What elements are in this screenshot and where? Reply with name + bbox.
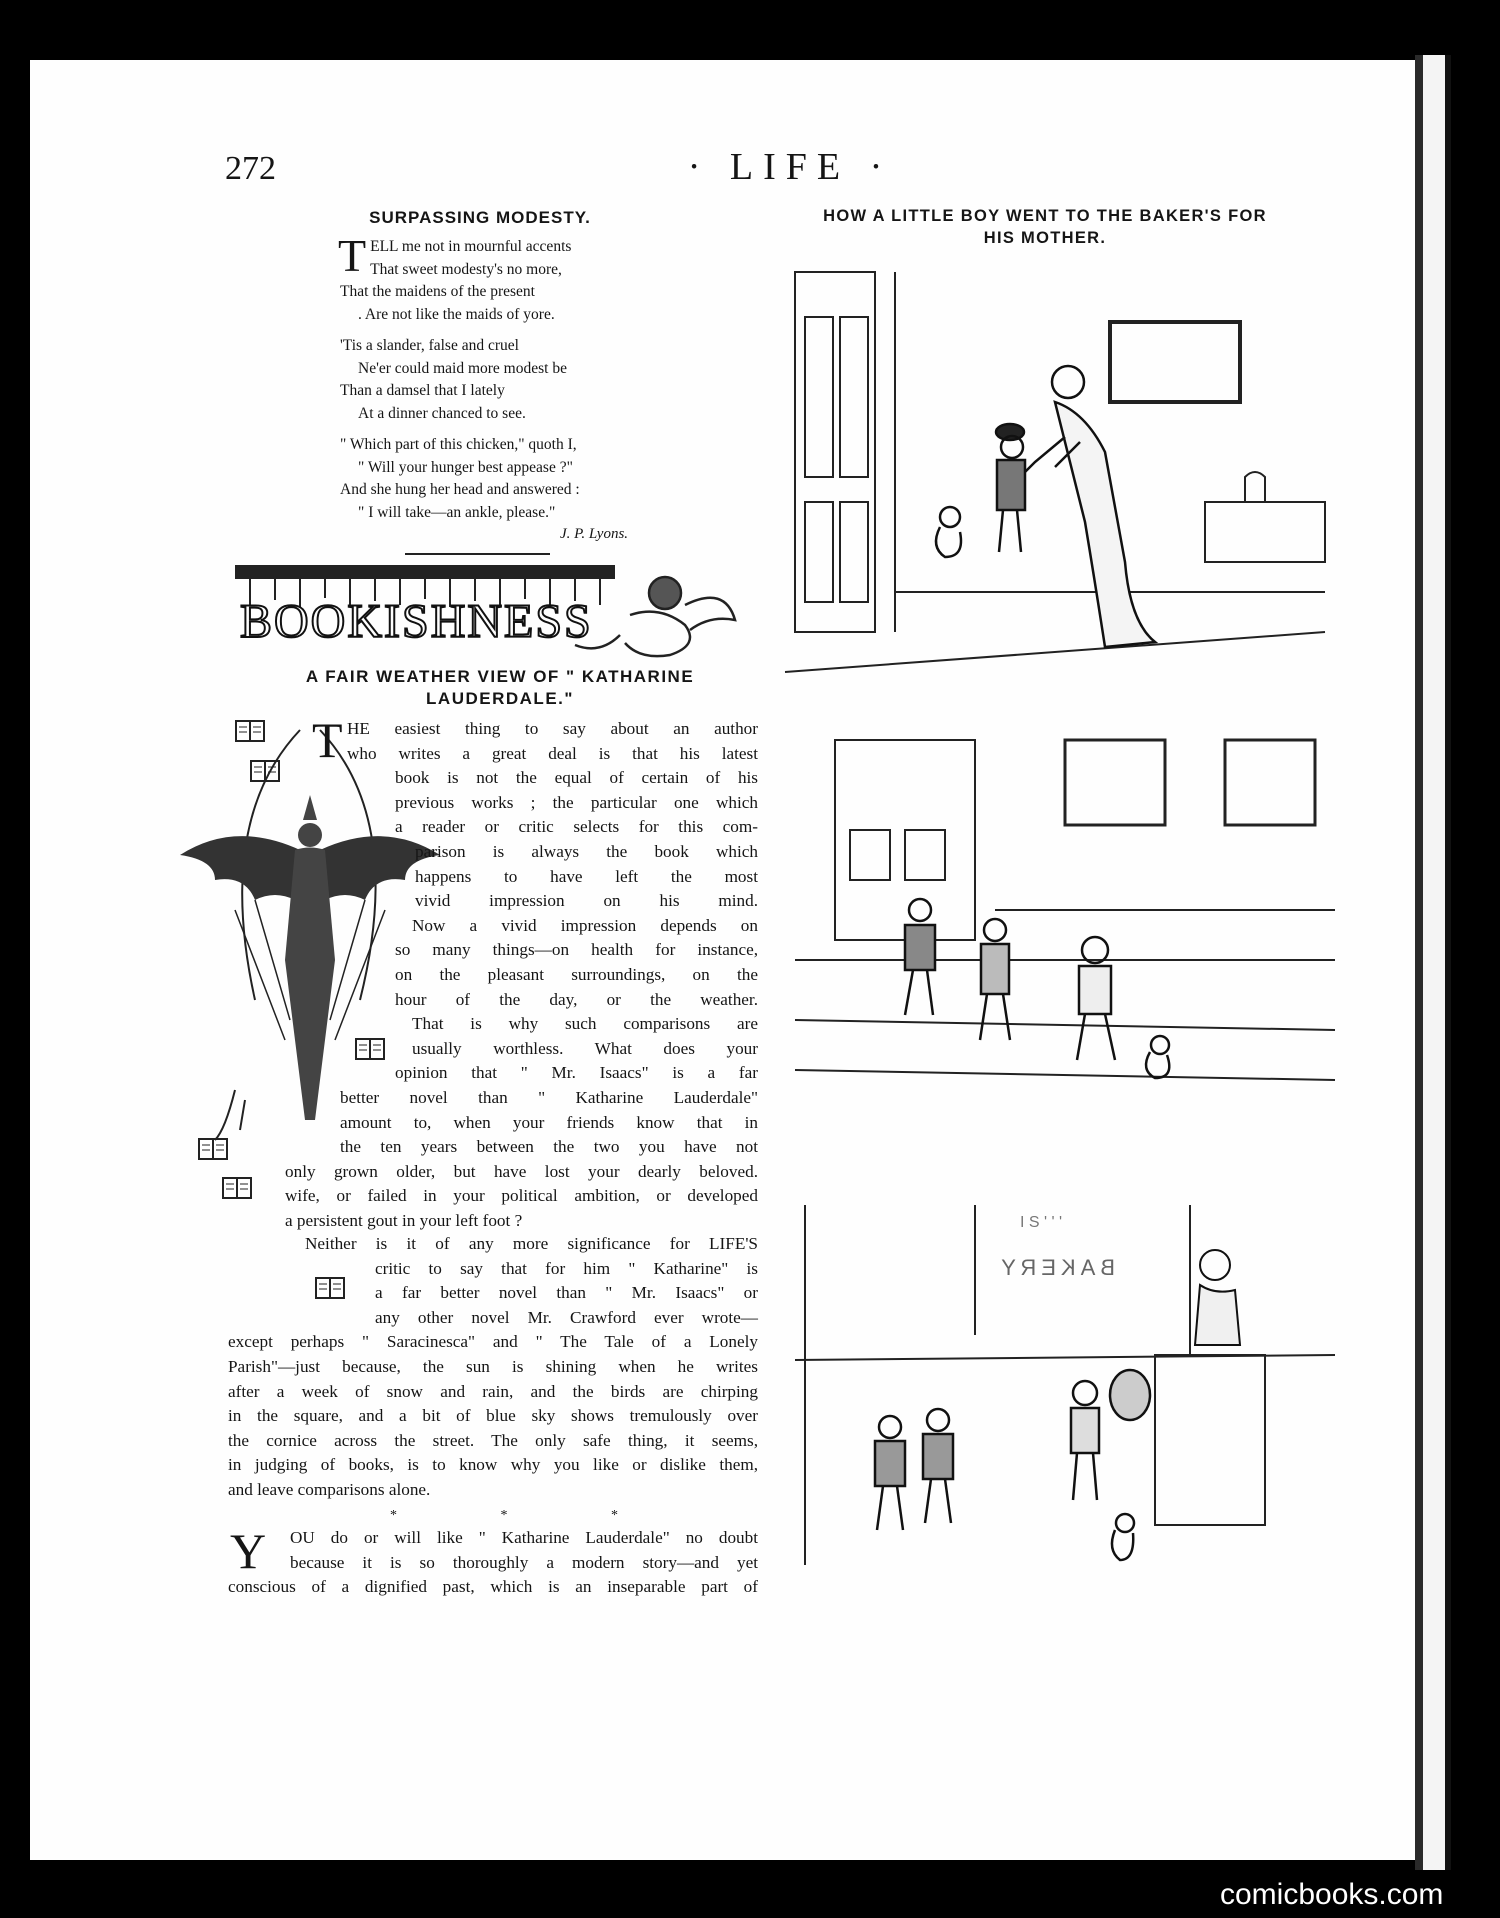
cartoon-panel-street <box>795 730 1335 1110</box>
open-book-icon <box>315 1275 345 1301</box>
article-line: only grown older, but have lost your dearly beloved. <box>285 1161 758 1181</box>
page-number: 272 <box>225 150 276 187</box>
door-panel <box>805 502 833 602</box>
poem-dropcap: T <box>338 230 367 281</box>
door-panel <box>840 502 868 602</box>
banner-word: BOOKISHNESS <box>240 595 593 648</box>
article-line: previous works ; the particular one which <box>395 792 758 812</box>
article-line: OU do or will like " Katharine Lauderdale" no doubt <box>290 1528 758 1547</box>
cartoon-panel-mother <box>785 262 1325 682</box>
poem-line: . Are not like the maids of yore. <box>358 305 555 323</box>
article-line: wife, or failed in your political ambition, or developed <box>285 1186 758 1206</box>
article-subtitle-line: A FAIR WEATHER VIEW OF " KATHARINE <box>305 667 695 686</box>
poem-line: Ne'er could maid more modest be <box>358 359 567 377</box>
article-dropcap: T <box>312 712 343 768</box>
door-panel <box>805 317 833 477</box>
article-line: so many things—on health for instance, <box>395 940 758 960</box>
poem-stanza <box>340 434 740 524</box>
dog-figure <box>936 507 961 557</box>
article-line: Now a vivid impression depends on <box>412 915 758 935</box>
poem-line: At a dinner chanced to see. <box>358 404 526 422</box>
article-line: book is not the equal of certain of his <box>395 768 758 788</box>
poem-line: 'Tis a slander, false and cruel <box>340 337 519 354</box>
boy-figure <box>996 424 1025 552</box>
article-line: usually worthless. What does your <box>412 1038 758 1058</box>
binding-shadow <box>1445 55 1451 1870</box>
bakery-sign: BAKERY <box>996 1255 1115 1280</box>
article-line: and leave comparisons alone. <box>228 1480 431 1499</box>
cartoon-title-line: HOW A LITTLE BOY WENT TO THE BAKER'S FOR <box>823 207 1267 225</box>
open-book-icon <box>250 758 280 784</box>
poem-line: And she hung her head and answered : <box>340 481 580 498</box>
dog-figure <box>1146 1036 1169 1078</box>
article-line: parison is always the book which <box>415 842 758 861</box>
article-line: after a week of snow and rain, and the birds are chirping <box>228 1381 758 1401</box>
bakery-sign-top: I S ' ' ' <box>1020 1214 1063 1231</box>
article-dropcap: Y <box>230 1523 267 1579</box>
poem-body <box>338 230 740 533</box>
pitcher <box>1245 472 1265 502</box>
door <box>795 272 875 632</box>
article-line: That is why such comparisons are <box>412 1014 758 1034</box>
article-line: because it is so thoroughly a modern story—and yet <box>290 1552 758 1572</box>
door-panel <box>850 830 890 880</box>
article-line: amount to, when your friends know that in <box>340 1112 758 1132</box>
article-line: HE easiest thing to say about an author <box>347 719 758 738</box>
poem-line: Than a damsel that I lately <box>340 382 505 399</box>
article-line: who writes a great deal is that his latest <box>347 743 758 763</box>
figure-body <box>285 795 335 1120</box>
open-book-icon <box>355 1036 385 1062</box>
poem-line: That the maidens of the present <box>340 283 535 300</box>
open-book-icon <box>222 1175 252 1201</box>
cartoon-title-line: HIS MOTHER. <box>983 229 1107 247</box>
cartoon-title <box>775 205 1315 249</box>
article-line: vivid impression on his mind. <box>415 891 758 911</box>
poem-line: " Will your hunger best appease ?" <box>358 458 573 476</box>
article-line: hour of the day, or the weather. <box>395 989 758 1009</box>
baker-figure <box>1195 1250 1240 1345</box>
article-line: in the square, and a bit of blue sky shows tremulously over <box>228 1406 758 1426</box>
house-window <box>1225 740 1315 825</box>
boys-group <box>905 899 1115 1060</box>
open-book-icon <box>235 718 265 744</box>
section-rule <box>405 553 550 555</box>
article-line: on the pleasant surroundings, on the <box>395 965 758 984</box>
sidewalk-line <box>795 1020 1335 1030</box>
binding-gap <box>1423 55 1445 1870</box>
article-line: opinion that " Mr. Isaacs" is a far <box>395 1063 758 1083</box>
wall-picture <box>1110 322 1240 402</box>
article-line: any other novel Mr. Crawford ever wrote— <box>375 1307 758 1327</box>
poem-line: ELL me not in mournful accents <box>370 238 572 255</box>
bookishness-banner <box>230 565 750 665</box>
article-line: conscious of a dignified past, which is an inseparable part of <box>228 1577 758 1597</box>
banner-cornice <box>235 565 615 579</box>
article-line: the ten years between the two you have not <box>340 1137 758 1157</box>
article-line: happens to have left the most <box>415 866 758 886</box>
floor-line <box>785 632 1325 672</box>
article-line: critic to say that for him " Katharine" is <box>375 1258 758 1278</box>
article-line: a far better novel than " Mr. Isaacs" or <box>375 1283 758 1303</box>
poem-stanza <box>338 230 740 326</box>
poem-stanza <box>340 335 740 425</box>
article-line: a persistent gout in your left foot ? <box>285 1211 523 1230</box>
article-line: in judging of books, is to know why you like or dislike them, <box>228 1455 758 1475</box>
house-window <box>1065 740 1165 825</box>
poem-author: J. P. Lyons. <box>560 526 629 542</box>
open-book-icon <box>198 1136 228 1162</box>
curb-line <box>795 1070 1335 1080</box>
masthead: · LIFE · <box>687 146 893 188</box>
boys-group <box>875 1370 1150 1530</box>
article-line: better novel than " Katharine Lauderdale" <box>340 1088 758 1107</box>
poem-line: " I will take—an ankle, please." <box>358 503 556 521</box>
signature-mark <box>215 1090 245 1140</box>
dog-figure <box>1112 1514 1134 1560</box>
source-watermark: comicbooks.com <box>1220 1878 1444 1911</box>
article-line: except perhaps " Saracinesca" and " The Tale of a Lonely <box>228 1332 758 1352</box>
poem-title: SURPASSING MODESTY. <box>369 208 591 227</box>
article-line: Parish"—just because, the sun is shining when he writes <box>228 1357 758 1376</box>
article-subtitle-line: LAUDERDALE." <box>426 689 574 708</box>
door-panel <box>905 830 945 880</box>
mother-figure <box>1025 366 1155 647</box>
article-line: a reader or critic selects for this com- <box>395 817 758 837</box>
table <box>1205 502 1325 562</box>
article-line: the cornice across the street. The only safe thing, it seems, <box>228 1430 758 1450</box>
poem-line: " Which part of this chicken," quoth I, <box>340 436 577 453</box>
article-line: Neither is it of any more significance for LIFE'S <box>305 1234 758 1253</box>
cartoon-panel-bakery <box>795 1205 1335 1595</box>
binding-edge <box>1415 55 1423 1870</box>
poem-line: That sweet modesty's no more, <box>370 260 562 278</box>
door-panel <box>840 317 868 477</box>
section-separator: * * * <box>390 1508 668 1523</box>
bakery-counter <box>1155 1355 1265 1525</box>
